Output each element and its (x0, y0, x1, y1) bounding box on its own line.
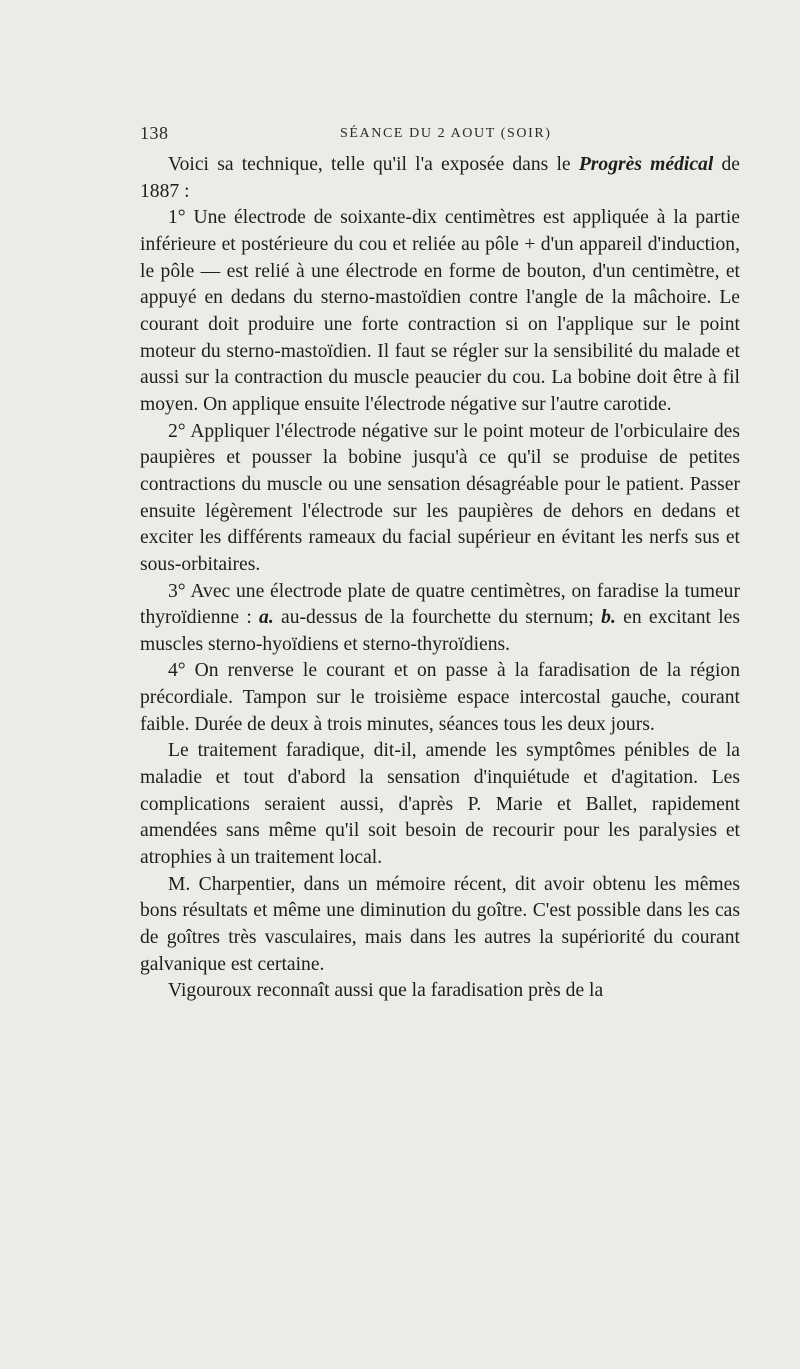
body-text (140, 152, 740, 1005)
paragraph-vigouroux: Vigouroux reconnaît aussi que la faradisation près de la (168, 980, 604, 1002)
journal-title: Progrès médical (578, 154, 714, 175)
running-head: SÉANCE DU 2 AOUT (SOIR) (340, 126, 552, 141)
paragraph-intro: Voici sa technique, telle qu'il l'a exposée dans le Progrès médical de 1887 : (140, 154, 740, 202)
paragraph-step-3: 3° Avec une électrode plate de quatre centimètres, on faradise la tumeur thyroïdienne : a. au-dessus de la fourchette du sternum; b. en excitant les muscles sterno-hyoïdiens et sterno-thyroïdiens. (140, 580, 740, 655)
paragraph-faradic-treatment: Le traitement faradique, dit-il, amende les symptômes pénibles de la maladie et tout d'abord la sensation d'inquiétude et d'agitation. Les complications seraient aussi, d'après P. Marie et Ballet, rapidement amendées sans même qu'il soit besoin de recourir pour les paralysies et atrophies à un traitement local. (140, 740, 740, 869)
paragraph-step-4: 4° On renverse le courant et on passe à la faradisation de la région précordiale. Tampon sur le troisième espace intercostal gauche, courant faible. Durée de deux à trois minutes, séances tous les deux jours. (140, 660, 740, 735)
item-a: a. (259, 607, 274, 629)
paragraph-step-2: 2° Appliquer l'électrode négative sur le point moteur de l'orbiculaire des paupières et pousser la bobine jusqu'à ce qu'il se produise de petites contractions du muscle ou une sensation désagréable pour le patient. Passer ensuite légèrement l'électrode sur les paupières de dehors en dedans et exciter les différents rameaux du facial supérieur en évitant les nerfs sus et sous-orbitaires. (140, 420, 740, 575)
paragraph-step-1: 1° Une électrode de soixante-dix centimètres est appliquée à la partie inférieure et postérieure du cou et reliée au pôle + d'un appareil d'induction, le pôle — est relié à une électrode en forme de bouton, d'un centimètre, et appuyé en dedans du sterno-mastoïdien contre l'angle de la mâchoire. Le courant doit produire une forte contraction si on l'applique sur le point moteur du sterno-mastoïdien. Il faut se régler sur la sensibilité du malade et aussi sur la contraction du muscle peaucier du cou. La bobine doit être à fil moyen. On applique ensuite l'électrode négative sur l'autre carotide. (140, 207, 740, 415)
item-b: b. (601, 607, 616, 629)
page-header (140, 123, 740, 145)
page-number: 138 (140, 123, 169, 143)
paragraph-charpentier: M. Charpentier, dans un mémoire récent, dit avoir obtenu les mêmes bons résultats et même une diminution du goître. C'est possible dans les cas de goîtres très vasculaires, mais dans les autres la supériorité du courant galvanique est certaine. (140, 873, 740, 975)
